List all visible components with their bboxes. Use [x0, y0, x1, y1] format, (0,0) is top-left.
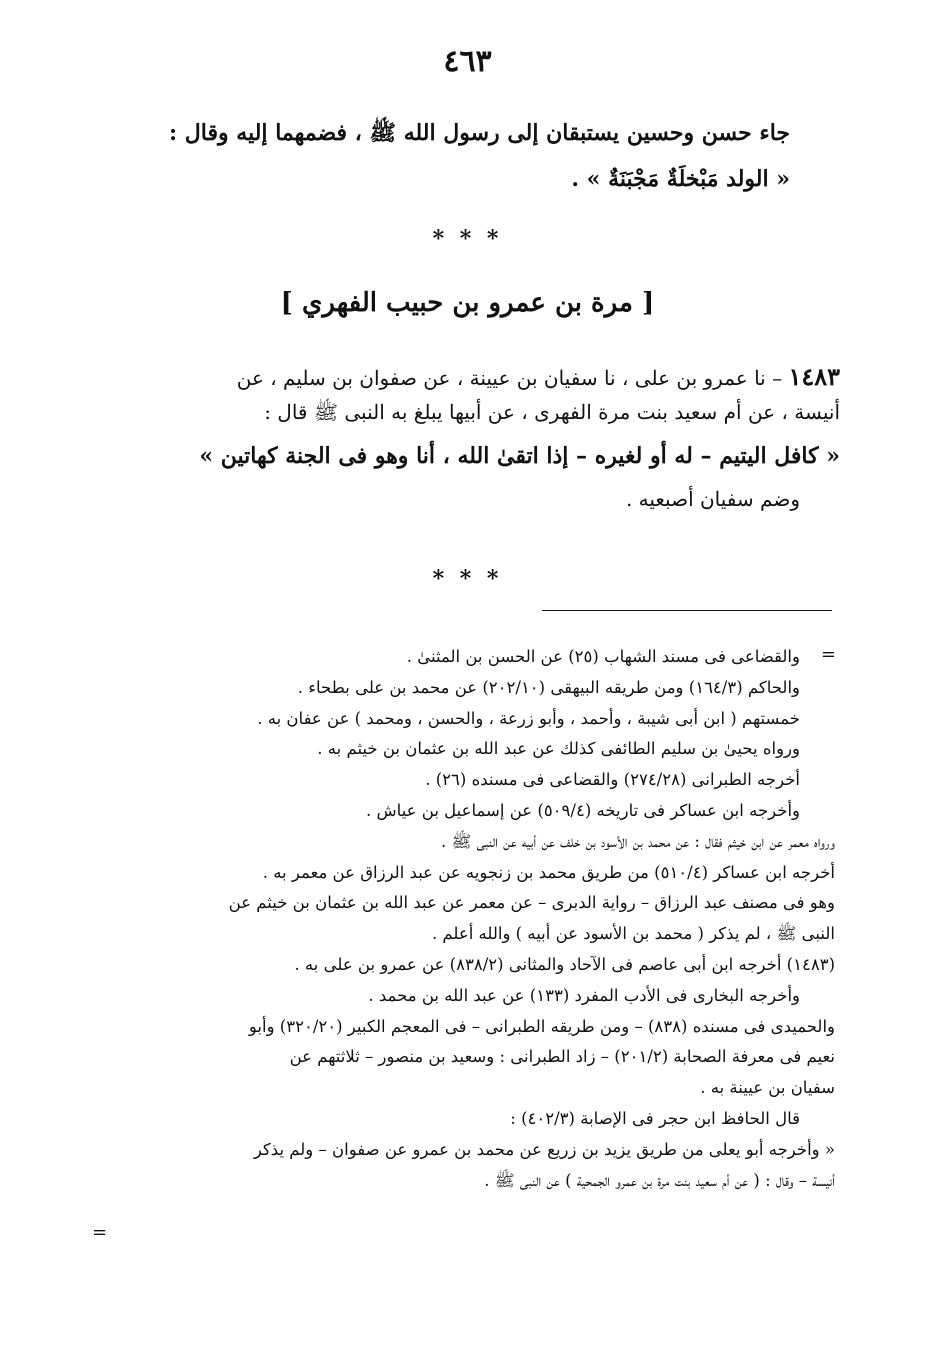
hadith-line-4: وضم سفيان أصبعيه .: [625, 487, 800, 511]
footnote-line: نعيم فى معرفة الصحابة (٢٠١/٢) – زاد الطبرانى : وسعيد بن منصور – ثلاثتهم عن: [289, 1047, 835, 1067]
footnote-line: أنيسة – وقال : ( عن أم سعيد بنت مرة بن عمرو الجمحية ) عن النبى ﷺ .: [484, 1170, 835, 1190]
hadith-entry: [92, 360, 840, 519]
footnote-line: (١٤٨٣) أخرجه ابن أبى عاصم فى الآحاد والمثانى (٨٣٨/٢) عن عمرو بن على به .: [294, 954, 835, 974]
footnote-line: خمستهم ( ابن أبى شيبة ، وأحمد ، وأبو زرعة ، والحسن ، ومحمد ) عن عفان به .: [257, 708, 800, 728]
footnote-line: والحميدى فى مسنده (٨٣٨) – ومن طريقه الطبرانى – فى المعجم الكبير (٣٢٠/٢٠) وأبو: [248, 1016, 835, 1036]
intro-line-1: جاء حسن وحسين يستبقان إلى رسول الله ﷺ ، فضمهما إليه وقال :: [169, 120, 790, 146]
footnote-line: أخرجه ابن عساكر (٥١٠/٤) من طريق محمد بن زنجويه عن عبد الرزاق عن معمر به .: [262, 862, 835, 882]
hadith-matn: « كافل اليتيم – له أو لغيره – إذا اتقىٰ الله ، أنا وهو فى الجنة كهاتين »: [199, 443, 840, 469]
footnote-continuation-mark-top: =: [820, 644, 836, 665]
footnote-line: وهو فى مصنف عبد الرزاق – رواية الدبرى – عن معمر عن عبد الله بن عثمان بن خيثم عن: [228, 893, 835, 913]
hadith-number: ١٤٨٣: [788, 362, 840, 391]
hadith-line-1: [92, 360, 840, 395]
intro-line-2: « الولد مَبْخلَةٌ مَجْبَنَةٌ » .: [571, 166, 790, 192]
footnote-line: وأخرجه ابن عساكر فى تاريخه (٥٠٩/٤) عن إسماعيل بن عياش .: [366, 800, 800, 820]
intro-paragraph: [130, 110, 790, 202]
footnote-line: ورواه معمر عن ابن خيثم فقال : عن محمد بن الأسود بن خلف عن أبيه عن النبى ﷺ .: [440, 831, 835, 851]
footnote-line: النبى ﷺ ، لم يذكر ( محمد بن الأسود عن أبيه ) والله أعلم .: [431, 924, 835, 944]
hadith-isnad-start: – نا عمرو بن على ، نا سفيان بن عيينة ، عن صفوان بن سليم ، عن: [236, 366, 789, 390]
section-title: [ مرة بن عمرو بن حبيب الفهري ]: [280, 288, 655, 318]
footnotes: [92, 642, 835, 1196]
footnote-line: « وأخرجه أبو يعلى من طريق يزيد بن زريع عن محمد بن عمرو عن صفوان – ولم يذكر: [253, 1139, 835, 1159]
footnote-divider: [542, 610, 832, 611]
page-number: ٤٦٣: [443, 44, 492, 79]
hadith-line-2: أنيسة ، عن أم سعيد بنت مرة الفهرى ، عن أبيها يبلغ به النبى ﷺ قال :: [264, 400, 840, 424]
footnote-line: سفيان بن عيينة به .: [700, 1078, 835, 1098]
footnote-line: والحاكم (١٦٤/٣) ومن طريقه البيهقى (٢٠٢/١٠) عن محمد بن على بطحاء .: [297, 677, 800, 697]
footnote-line: قال الحافظ ابن حجر فى الإصابة (٤٠٢/٣) :: [510, 1108, 800, 1128]
section-separator: * * *: [432, 226, 503, 252]
footnote-line: والقضاعى فى مسند الشهاب (٢٥) عن الحسن بن المثنىٰ .: [406, 647, 800, 666]
footnote-line: ورواه يحيىٰ بن سليم الطائفى كذلك عن عبد الله بن عثمان بن خيثم به .: [317, 739, 800, 759]
footnote-continuation-mark-bottom: =: [92, 1222, 108, 1243]
footnote-line: وأخرجه البخارى فى الأدب المفرد (١٣٣) عن عبد الله بن محمد .: [368, 985, 800, 1005]
section-separator-2: * * *: [432, 566, 503, 592]
footnote-line: أخرجه الطبرانى (٢٧٤/٢٨) والقضاعى فى مسنده (٢٦) .: [425, 770, 800, 790]
